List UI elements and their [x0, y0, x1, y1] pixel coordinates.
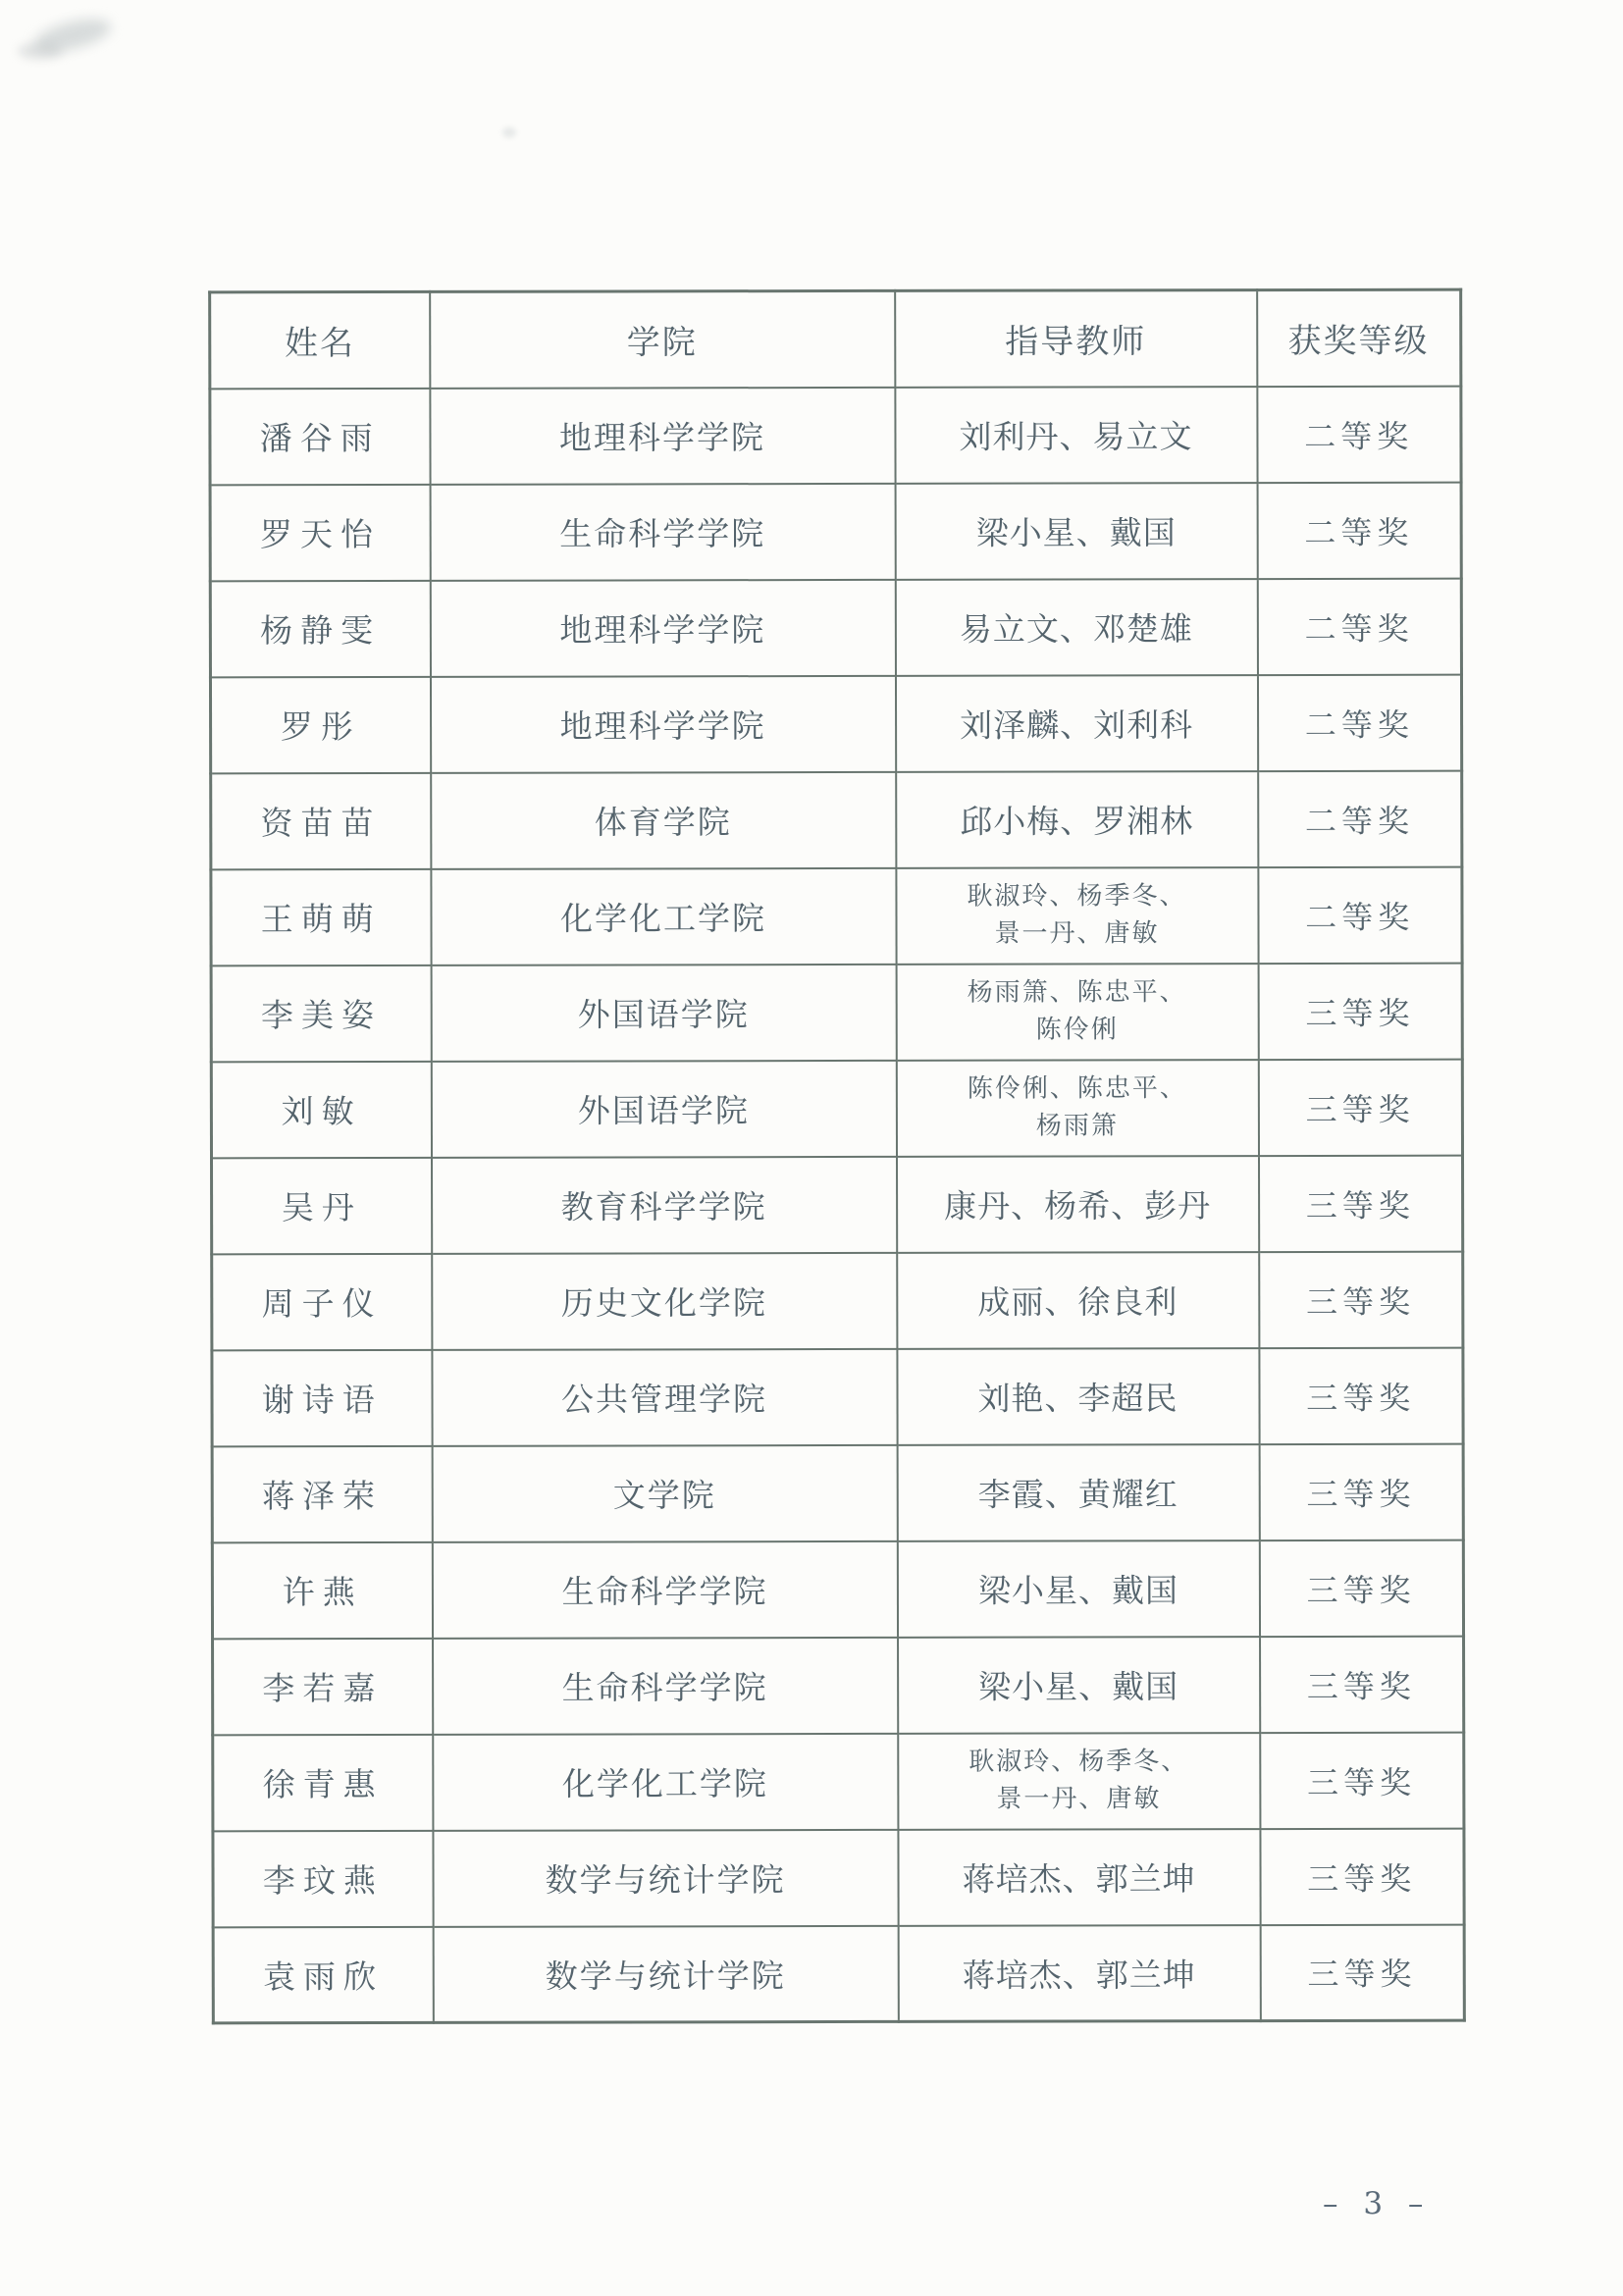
awards-table	[208, 288, 1466, 2025]
table-row	[211, 770, 1462, 869]
award-cell: 二等奖	[1257, 482, 1461, 578]
table-row	[211, 866, 1462, 965]
award-cell: 三等奖	[1258, 963, 1462, 1059]
college-cell: 化学化工学院	[433, 1733, 898, 1830]
advisors-cell: 蒋培杰、郭兰坤	[898, 1925, 1260, 2022]
scan-artifact	[502, 128, 516, 137]
table-row	[212, 1155, 1463, 1254]
college-cell: 生命科学学院	[432, 1540, 897, 1638]
award-cell: 二等奖	[1258, 770, 1462, 866]
college-cell: 生命科学学院	[430, 483, 895, 580]
table-row	[210, 482, 1461, 581]
award-cell: 三等奖	[1259, 1347, 1463, 1443]
table-row	[213, 1828, 1464, 1927]
award-cell: 三等奖	[1259, 1539, 1463, 1636]
name-cell: 徐青惠	[213, 1734, 433, 1830]
table-body	[210, 386, 1464, 2023]
table-row	[211, 963, 1462, 1062]
table-row	[210, 386, 1461, 485]
college-cell: 外国语学院	[431, 1060, 896, 1157]
advisors-cell: 梁小星、戴国	[898, 1637, 1260, 1734]
name-cell: 周子仪	[212, 1253, 432, 1349]
scan-artifact	[18, 43, 63, 59]
scan-artifact	[31, 13, 114, 59]
award-cell: 三等奖	[1260, 1636, 1464, 1732]
name-cell: 刘敏	[211, 1061, 431, 1157]
college-cell: 地理科学学院	[430, 387, 895, 484]
name-cell: 杨静雯	[210, 580, 430, 676]
name-cell: 李玟燕	[213, 1830, 433, 1926]
college-cell: 地理科学学院	[430, 579, 895, 676]
college-cell: 化学化工学院	[431, 867, 896, 965]
name-cell: 资苗苗	[211, 772, 431, 868]
college-cell: 外国语学院	[431, 964, 896, 1061]
award-cell: 二等奖	[1257, 674, 1461, 770]
name-cell: 蒋泽荣	[212, 1445, 432, 1541]
award-cell: 二等奖	[1258, 866, 1462, 963]
name-cell: 王萌萌	[211, 868, 431, 965]
award-cell: 三等奖	[1258, 1059, 1462, 1155]
advisors-cell: 耿淑玲、杨季冬、 景一丹、唐敏	[896, 867, 1258, 965]
award-cell: 三等奖	[1259, 1443, 1463, 1539]
advisors-cell: 李霞、黄耀红	[897, 1444, 1259, 1541]
college-cell: 公共管理学院	[432, 1348, 897, 1445]
name-cell: 袁雨欣	[213, 1926, 433, 2022]
college-cell: 文学院	[432, 1444, 897, 1541]
award-cell: 三等奖	[1258, 1155, 1462, 1251]
name-cell: 罗彤	[210, 676, 430, 772]
table-row	[212, 1443, 1463, 1542]
award-cell: 三等奖	[1260, 1924, 1464, 2020]
college-cell: 数学与统计学院	[433, 1829, 898, 1926]
college-cell: 历史文化学院	[432, 1252, 897, 1349]
advisors-cell: 梁小星、戴国	[897, 1540, 1259, 1638]
name-cell: 潘谷雨	[210, 388, 430, 484]
college-cell: 教育科学学院	[432, 1156, 897, 1253]
table-row	[213, 1732, 1464, 1831]
table-row	[211, 1059, 1462, 1158]
name-cell: 许燕	[212, 1541, 432, 1638]
advisors-cell: 刘利丹、易立文	[895, 387, 1257, 484]
award-cell: 二等奖	[1257, 386, 1461, 482]
table-row	[212, 1251, 1463, 1350]
name-cell: 罗天怡	[210, 484, 430, 580]
header-name: 姓名	[210, 291, 430, 388]
name-cell: 谢诗语	[212, 1349, 432, 1445]
table-row	[212, 1347, 1463, 1446]
college-cell: 体育学院	[431, 771, 896, 868]
advisors-cell: 耿淑玲、杨季冬、 景一丹、唐敏	[898, 1733, 1260, 1830]
advisors-cell: 邱小梅、罗湘林	[896, 771, 1258, 868]
name-cell: 李若嘉	[213, 1638, 433, 1734]
header-award: 获奖等级	[1257, 289, 1461, 386]
name-cell: 李美姿	[211, 965, 431, 1061]
table-header-row	[210, 289, 1461, 389]
table-row	[210, 578, 1461, 677]
advisors-cell: 康丹、杨希、彭丹	[896, 1156, 1258, 1253]
advisors-cell: 陈伶俐、陈忠平、 杨雨箫	[896, 1060, 1258, 1157]
advisors-cell: 蒋培杰、郭兰坤	[898, 1829, 1260, 1926]
college-cell: 生命科学学院	[433, 1637, 898, 1734]
advisors-cell: 杨雨箫、陈忠平、 陈伶俐	[896, 964, 1258, 1061]
table-row	[213, 1924, 1464, 2023]
advisors-cell: 易立文、邓楚雄	[895, 579, 1257, 676]
table-row	[213, 1636, 1464, 1735]
college-cell: 数学与统计学院	[433, 1925, 898, 2022]
advisors-cell: 梁小星、戴国	[895, 483, 1257, 580]
header-advisors: 指导教师	[895, 290, 1257, 388]
advisors-cell: 成丽、徐良利	[897, 1252, 1259, 1349]
award-cell: 三等奖	[1260, 1828, 1464, 1924]
award-cell: 二等奖	[1257, 578, 1461, 674]
advisors-cell: 刘艳、李超民	[897, 1348, 1259, 1445]
award-cell: 三等奖	[1259, 1251, 1463, 1347]
name-cell: 吴丹	[212, 1157, 432, 1253]
college-cell: 地理科学学院	[430, 675, 895, 772]
table-row	[210, 674, 1461, 773]
award-cell: 三等奖	[1260, 1732, 1464, 1828]
header-college: 学院	[430, 290, 895, 388]
table-row	[212, 1539, 1463, 1639]
page-number: – 3 –	[1323, 2186, 1432, 2221]
advisors-cell: 刘泽麟、刘利科	[895, 675, 1257, 772]
